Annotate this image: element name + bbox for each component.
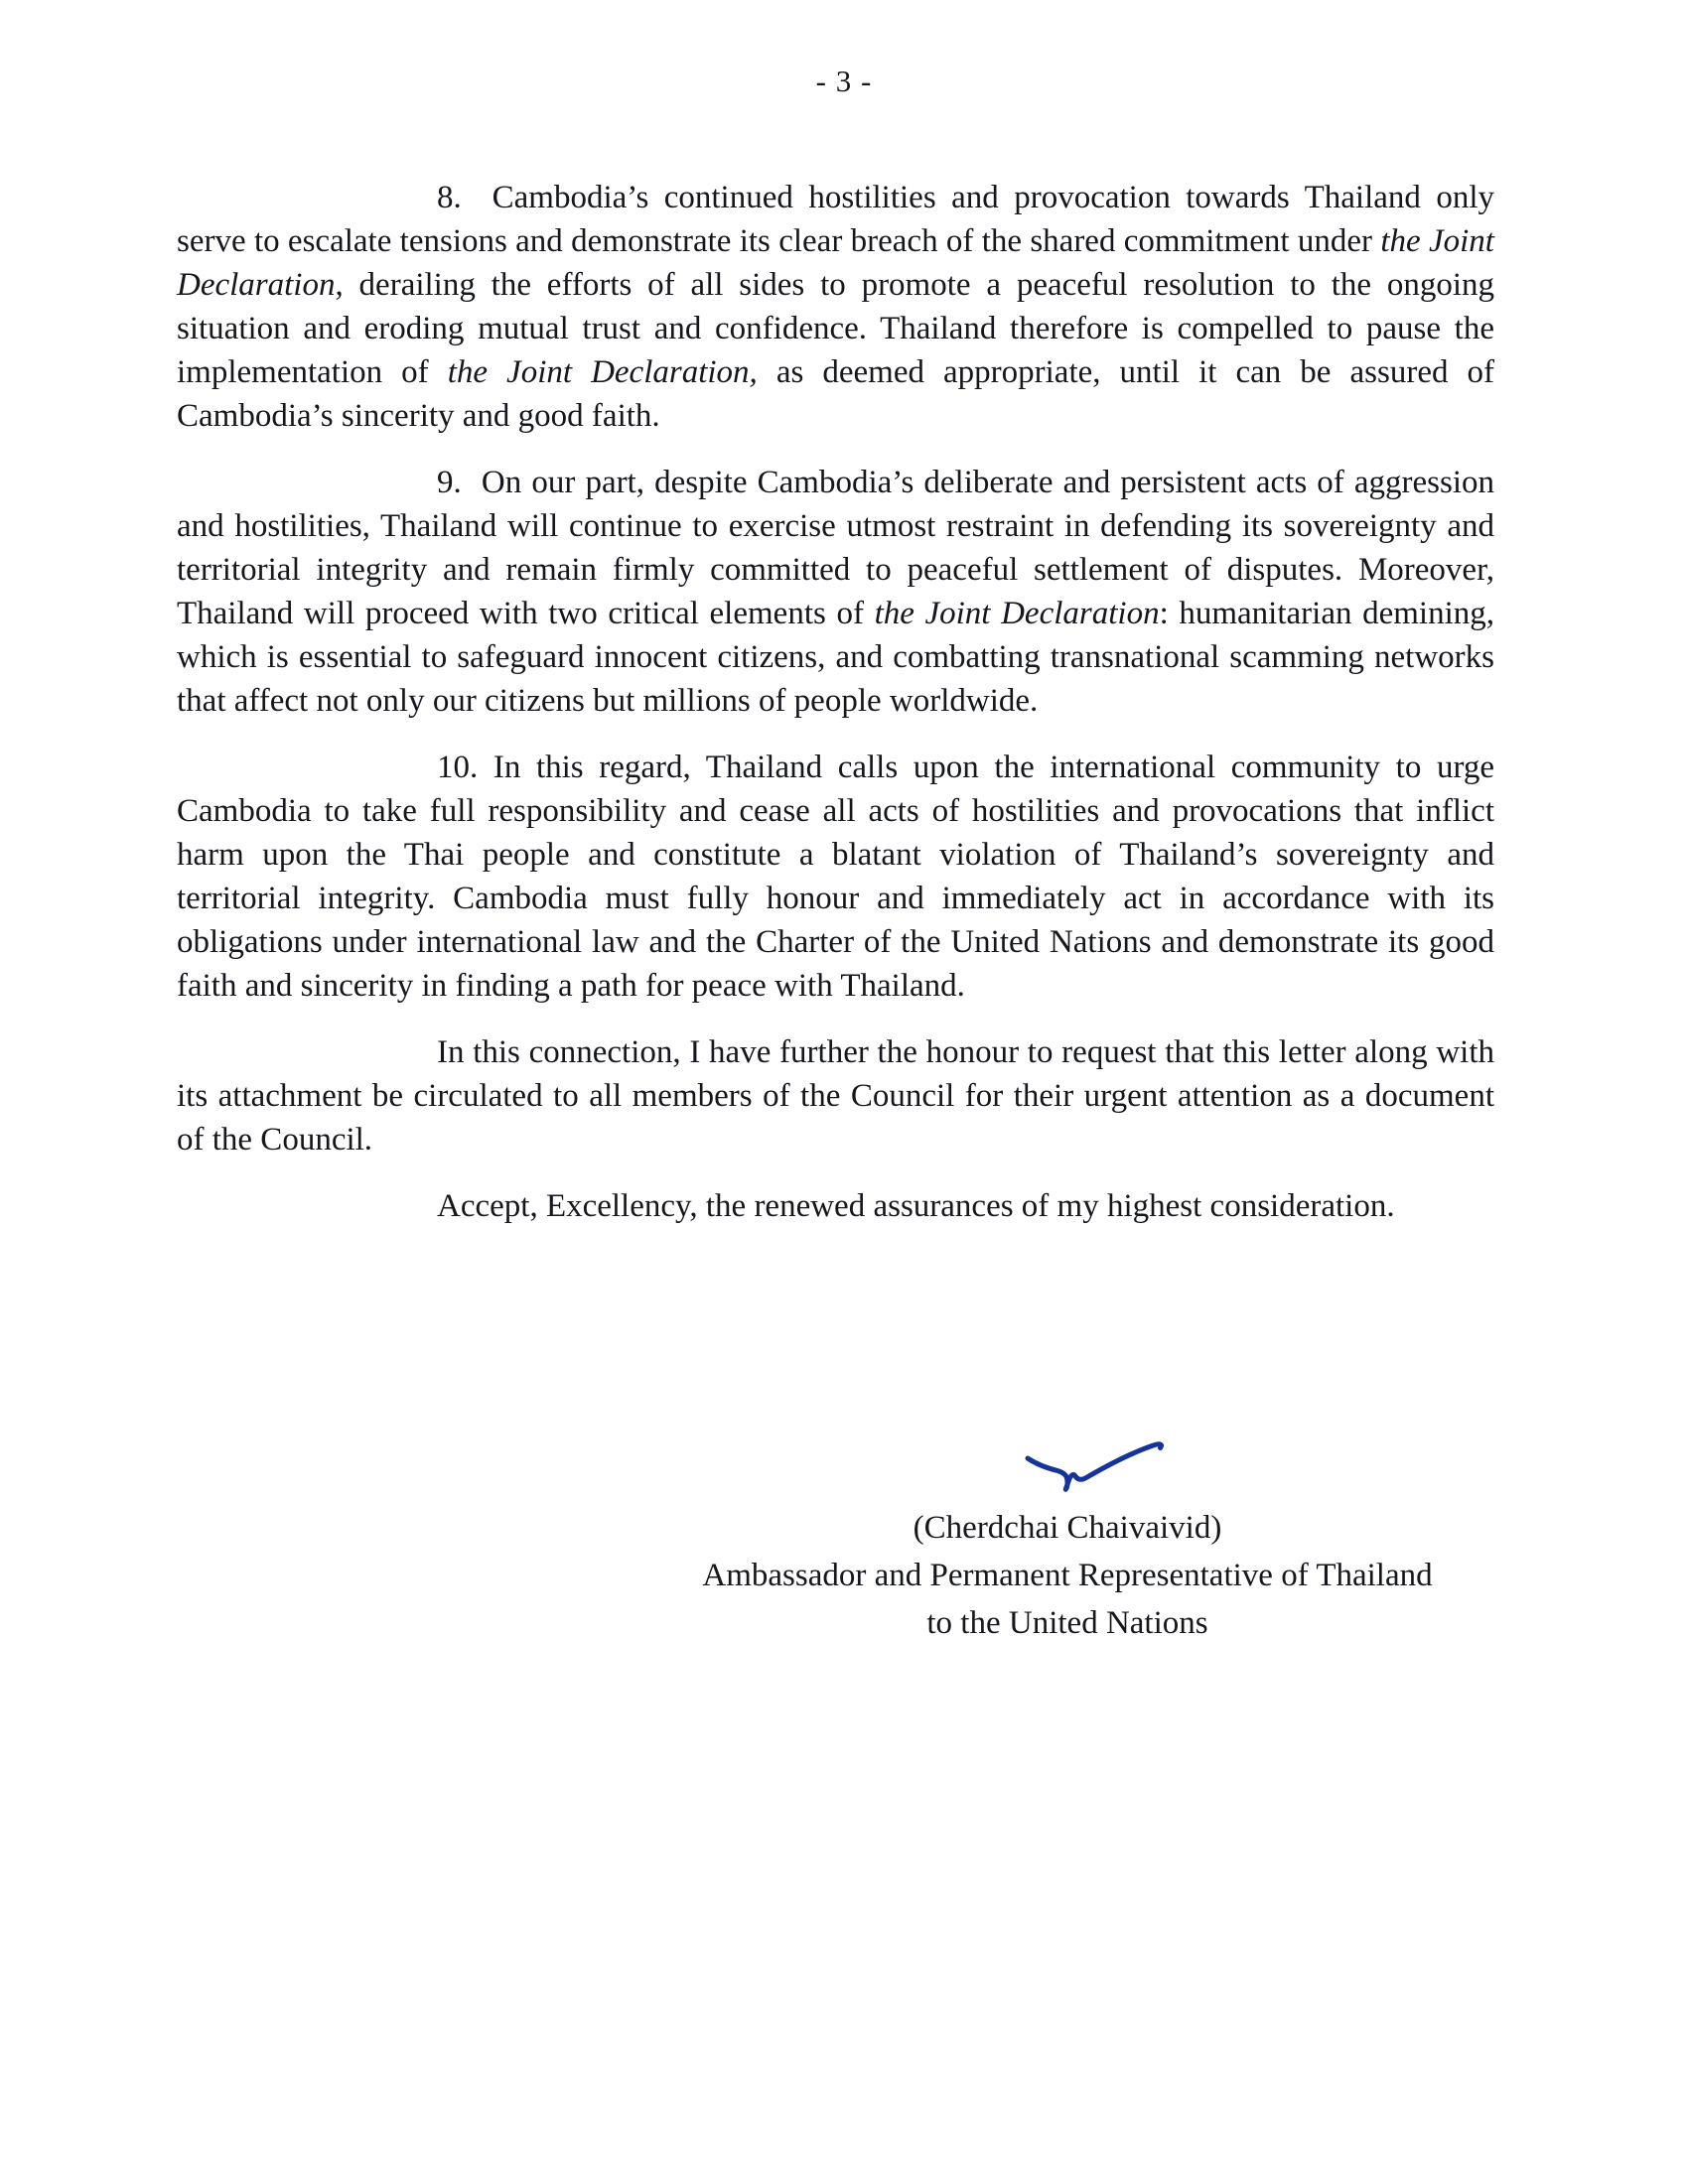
- signature-ink-path: [1028, 1444, 1162, 1489]
- signature-ink: [1023, 1437, 1172, 1497]
- signature-block: [596, 1504, 1539, 1647]
- signature-title-2: to the United Nations: [926, 1605, 1208, 1641]
- paragraph-8: 8. Cambodia’s continued hostilities and provocation towards Thailand only serve to escalate tensions and demonstrate its clear breach of the shared commitment under the Joint Declaration, derailing the efforts of all sides to promote a peaceful resolution to the ongoing situation and eroding mutual trust and confidence. Thailand therefore is compelled to pause the implementation of the Joint Declaration, as deemed appropriate, until it can be assured of Cambodia’s sincerity and good faith.: [177, 180, 1494, 434]
- paragraph-closing: Accept, Excellency, the renewed assurances of my highest consideration.: [437, 1188, 1395, 1224]
- letter-body: [177, 176, 1494, 1251]
- signature-name: (Cherdchai Chaivaivid): [913, 1510, 1222, 1546]
- signature-title-1: Ambassador and Permanent Representative of Thailand: [702, 1558, 1433, 1593]
- paragraph-9: 9. On our part, despite Cambodia’s deliberate and persistent acts of aggression and hostilities, Thailand will continue to exercise utmost restraint in defending its sovereignty and territorial integrity and remain firmly committed to peaceful settlement of disputes. Moreover, Thailand will proceed with two critical elements of the Joint Declaration: humanitarian demining, which is essential to safeguard innocent citizens, and combatting transnational scamming networks that affect not only our citizens but millions of people worldwide.: [177, 465, 1494, 719]
- paragraph-circulation: In this connection, I have further the honour to request that this letter along with its attachment be circulated to all members of the Council for their urgent attention as a document of the Council.: [177, 1034, 1494, 1158]
- signature-ink-svg: [1023, 1437, 1172, 1497]
- paragraph-10: 10. In this regard, Thailand calls upon the international community to urge Cambodia to take full responsibility and cease all acts of hostilities and provocations that inflict harm upon the Thai people and constitute a blatant violation of Thailand’s sovereignty and territorial integrity. Cambodia must fully honour and immediately act in accordance with its obligations under international law and the Charter of the United Nations and demonstrate its good faith and sincerity in finding a path for peace with Thailand.: [177, 750, 1494, 1004]
- page-number: - 3 -: [815, 64, 873, 98]
